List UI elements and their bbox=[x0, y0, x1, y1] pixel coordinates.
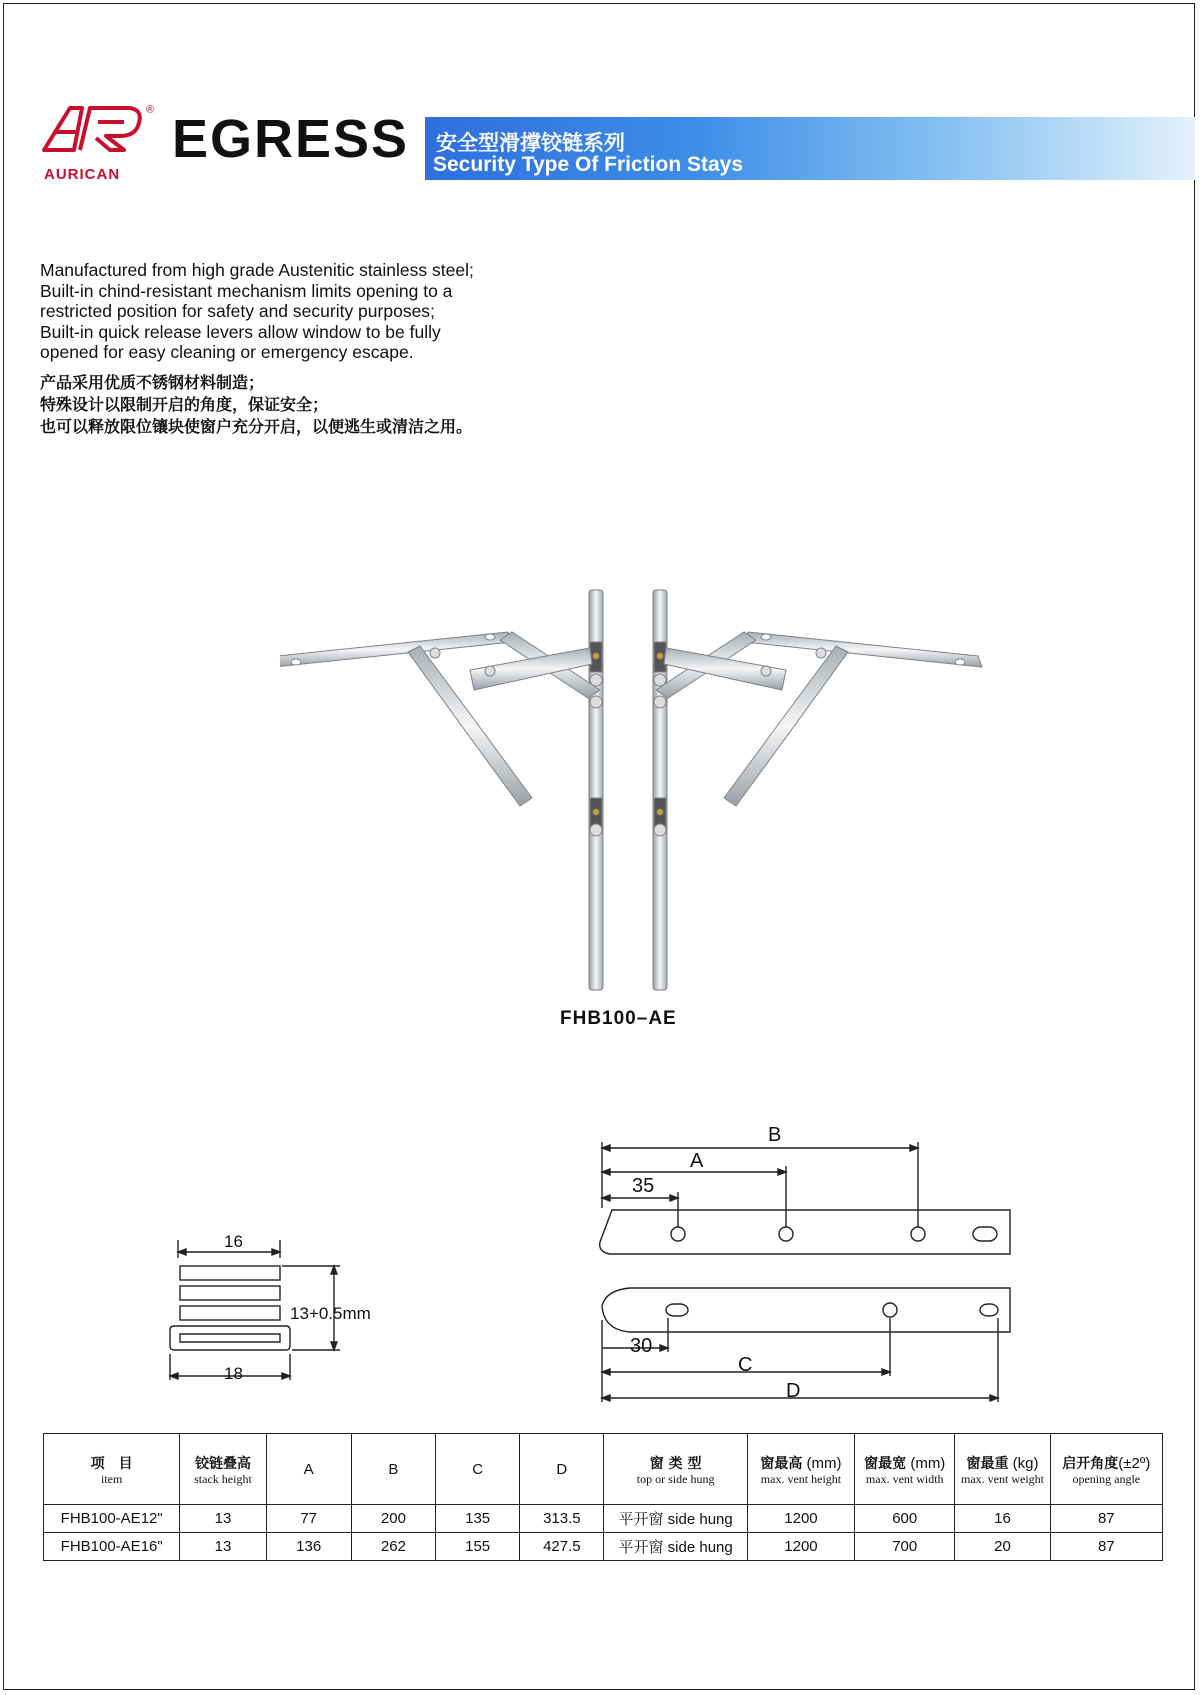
description-line: restricted position for safety and security purposes; bbox=[40, 301, 435, 321]
table-cell: FHB100-AE12" bbox=[44, 1505, 180, 1533]
dim-label-b: B bbox=[768, 1124, 782, 1146]
dim-label-35: 35 bbox=[632, 1175, 655, 1197]
dim-label-a: A bbox=[690, 1150, 704, 1172]
dim-profile-bottom: 18 bbox=[224, 1364, 243, 1383]
table-cell: 1200 bbox=[747, 1505, 854, 1533]
table-cell: 700 bbox=[855, 1533, 955, 1561]
col-window-type: 窗 类 型 top or side hung bbox=[604, 1434, 747, 1505]
col-max-width: 窗最宽 (mm) max. vent width bbox=[855, 1434, 955, 1505]
col-b: B bbox=[351, 1434, 435, 1505]
col-stack-height: 铰链叠高 stack height bbox=[180, 1434, 266, 1505]
left-stay bbox=[280, 590, 603, 990]
dim-profile-top: 16 bbox=[224, 1232, 243, 1251]
description-cn-line: 也可以释放限位镶块使窗户充分开启，以便逃生或清洁之用。 bbox=[40, 417, 473, 436]
table-row bbox=[44, 1505, 1163, 1533]
product-model: FHB100–AE bbox=[560, 1008, 677, 1029]
table-cell: 155 bbox=[436, 1533, 520, 1561]
dim-label-c: C bbox=[738, 1354, 753, 1376]
col-max-height: 窗最高 (mm) max. vent height bbox=[747, 1434, 854, 1505]
description-line: Built-in chind-resistant mechanism limits opening to a bbox=[40, 280, 453, 301]
table-cell: 13 bbox=[180, 1533, 266, 1561]
description-cn bbox=[40, 372, 472, 438]
col-c: C bbox=[436, 1434, 520, 1505]
table-cell: 600 bbox=[855, 1505, 955, 1533]
brand-name: AURICAN bbox=[44, 166, 121, 183]
description-line: Manufactured from high grade Austenitic stainless steel; bbox=[40, 260, 474, 280]
table-cell: 135 bbox=[436, 1505, 520, 1533]
table-cell: 平开窗 side hung bbox=[604, 1533, 747, 1561]
col-item: 项 目 item bbox=[44, 1434, 180, 1505]
description-en bbox=[40, 260, 560, 363]
table-header-row bbox=[44, 1434, 1163, 1505]
registered-mark: ® bbox=[146, 104, 155, 116]
col-max-weight: 窗最重 (kg) max. vent weight bbox=[955, 1434, 1050, 1505]
table-cell: 262 bbox=[351, 1533, 435, 1561]
description-line: Built-in quick release levers allow window to be fully bbox=[40, 321, 441, 342]
banner-title-en: Security Type Of Friction Stays bbox=[433, 153, 744, 176]
dim-profile-height: 13+0.5mm bbox=[290, 1304, 371, 1323]
dim-label-30: 30 bbox=[630, 1335, 653, 1357]
table-row bbox=[44, 1533, 1163, 1561]
right-stay bbox=[653, 590, 982, 990]
description-cn-line: 产品采用优质不锈钢材料制造； bbox=[40, 373, 265, 392]
col-a: A bbox=[266, 1434, 351, 1505]
table-cell: 136 bbox=[266, 1533, 351, 1561]
table-cell: 200 bbox=[351, 1505, 435, 1533]
table-cell: 313.5 bbox=[520, 1505, 604, 1533]
table-cell: 427.5 bbox=[520, 1533, 604, 1561]
dim-label-d: D bbox=[786, 1380, 801, 1402]
table-cell: 20 bbox=[955, 1533, 1050, 1561]
table-cell: 1200 bbox=[747, 1533, 854, 1561]
page-title: EGRESS bbox=[172, 109, 410, 169]
col-d: D bbox=[520, 1434, 604, 1505]
table-cell: FHB100-AE16" bbox=[44, 1533, 180, 1561]
arm-dimension-drawing bbox=[590, 1120, 1020, 1420]
table-cell: 87 bbox=[1050, 1533, 1162, 1561]
table-cell: 13 bbox=[180, 1505, 266, 1533]
description-cn-line: 特殊设计以限制开启的角度，保证安全； bbox=[40, 395, 329, 414]
spec-table bbox=[43, 1433, 1163, 1561]
col-opening-angle: 启开角度(±2º) opening angle bbox=[1050, 1434, 1162, 1505]
description-line: opened for easy cleaning or emergency escape. bbox=[40, 342, 414, 362]
table-cell: 87 bbox=[1050, 1505, 1162, 1533]
table-cell: 平开窗 side hung bbox=[604, 1505, 747, 1533]
friction-stay-illustration bbox=[280, 580, 1000, 1000]
banner-title-cn: 安全型滑撑铰链系列 bbox=[436, 131, 625, 155]
table-cell: 77 bbox=[266, 1505, 351, 1533]
table-cell: 16 bbox=[955, 1505, 1050, 1533]
